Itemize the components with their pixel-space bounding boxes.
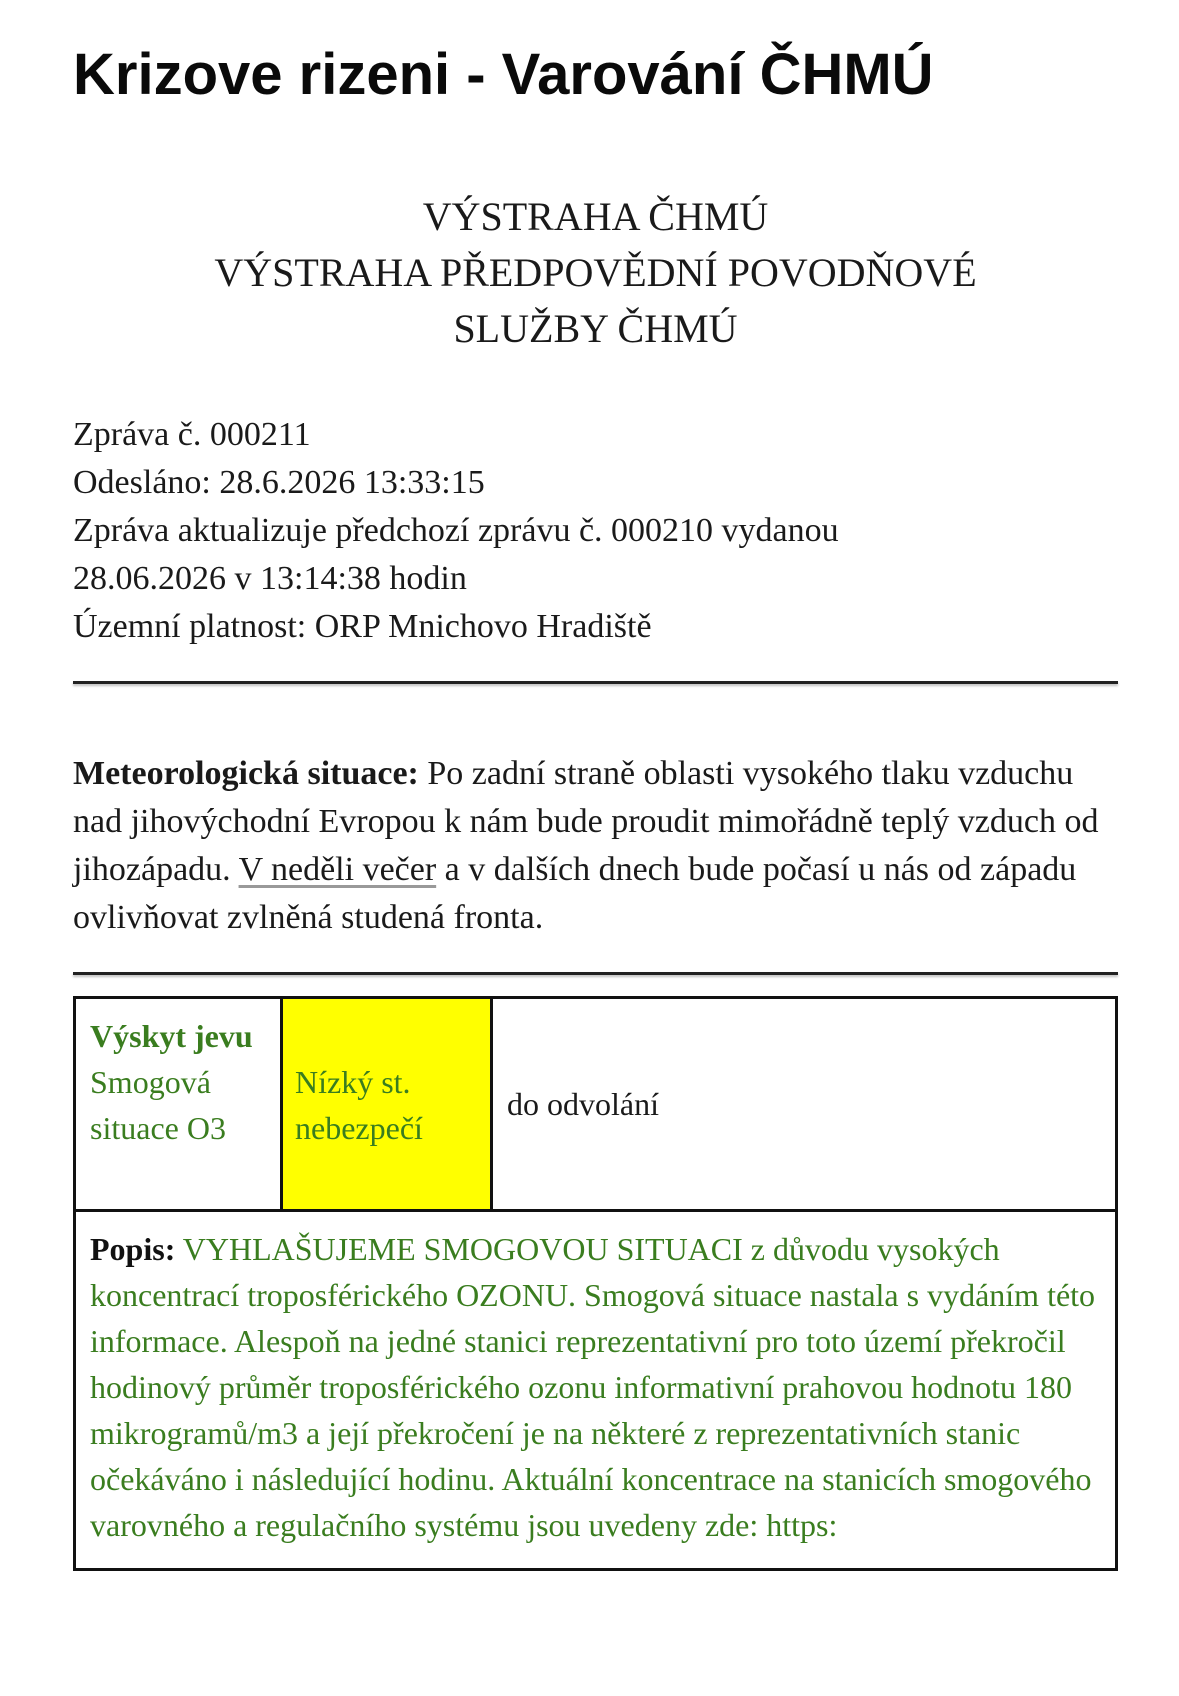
situation-label: Meteorologická situace: [73, 755, 419, 792]
danger-level-cell [283, 999, 493, 1209]
description-label: Popis: [90, 1231, 176, 1267]
update-note-time: 28.06.2026 v 13:14:38 hodin [73, 560, 467, 597]
situation-text-continued: a v dalších dnech bude počasí u nás od západu ovlivňovat zvlněná studená fronta. [73, 851, 1077, 936]
headline-line: VÝSTRAHA PŘEDPOVĚDNÍ POVODŇOVÉ [214, 250, 977, 295]
situation-time-link[interactable]: V neděli večer [238, 851, 437, 888]
phenomenon-name: Smogová situace O3 [90, 1064, 226, 1146]
headline-line: VÝSTRAHA ČHMÚ [422, 194, 769, 239]
warning-headline [73, 189, 1118, 357]
warning-summary-row [76, 999, 1115, 1212]
validity-text: do odvolání [507, 1086, 659, 1122]
update-note: Zpráva aktualizuje předchozí zprávu č. 000210 vydanou [73, 512, 839, 549]
message-meta [73, 411, 1118, 651]
warning-document [73, 189, 1118, 1571]
headline-line: SLUŽBY ČHMÚ [453, 306, 738, 351]
validity-cell [493, 999, 1115, 1209]
warning-table [73, 996, 1118, 1571]
phenomenon-label: Výskyt jevu [90, 1018, 253, 1054]
description-row [76, 1212, 1115, 1568]
phenomenon-cell [76, 999, 283, 1209]
situation-text: Po zadní straně oblasti vysokého tlaku vzduchu nad jihovýchodní Evropou k nám bude proudit mimořádně teplý vzduch od jihozápadu. [73, 755, 1099, 888]
divider [73, 972, 1118, 975]
warning-page [73, 0, 1118, 1571]
message-number: Zpráva č. 000211 [73, 416, 311, 453]
sent-timestamp: Odesláno: 28.6.2026 13:33:15 [73, 464, 485, 501]
description-text: VYHLAŠUJEME SMOGOVOU SITUACI z důvodu vysokých koncentrací troposférického OZONU. Smogová situace nastala s vydáním této informace. Alespoň na jedné stanici reprezentativní pro toto území překročil hodinový průměr troposférického ozonu informativní prahovou hodnotu 180 mikrogramů/m3 a její překročení je na některé z reprezentativních stanic očekáváno i následující hodinu. Aktuální koncentrace na stanicích smogového varovného a regulačního systému jsou uvedeny zde: https: [90, 1231, 1096, 1543]
danger-level: Nízký st. nebezpečí [295, 1064, 423, 1146]
meteorological-situation [73, 750, 1118, 942]
territorial-validity: Územní platnost: ORP Mnichovo Hradiště [73, 608, 652, 645]
divider [73, 681, 1118, 684]
page-title: Krizove rizeni - Varování ČHMÚ [73, 42, 934, 107]
